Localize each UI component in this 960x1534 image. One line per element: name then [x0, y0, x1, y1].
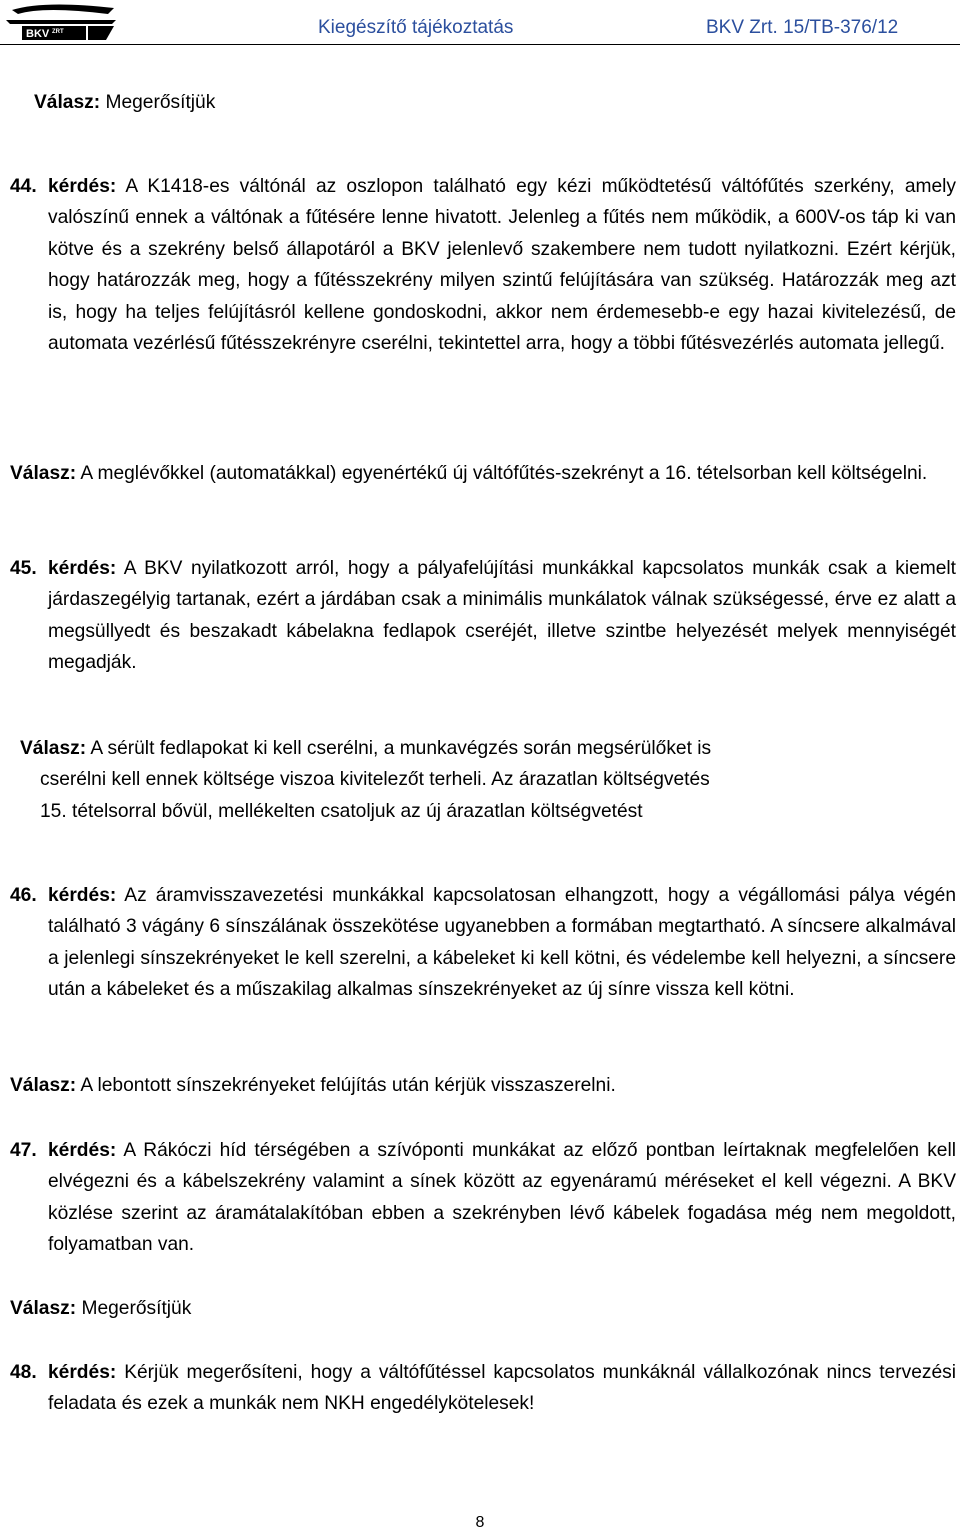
answer-45 — [20, 733, 940, 827]
question-number: 47. — [10, 1140, 37, 1161]
header-divider — [0, 44, 960, 45]
question-text: A K1418-es váltónál az oszlopon található egy kézi működtetésű váltófűtés szerkény, amely valószínű ennek a váltónak a fűtésére lenne hivatott. Jelenleg a fűtés nem működik, a 600V-os táp ki van kötve és a szekrény belső állapotáról a BKV jelenlevő szakembere nem tudott nyilatkozni. Ezért kérjük, hogy határozzák meg, hogy a fűtésszekrény milyen szintű felújítására van szükség. Határozzák meg azt is, hogy ha teljes felújításról kellene gondoskodni, akkor nem érdemesebb-e egy hazai kivitelezésű, de automata vezérlésű fűtésszekrényre cserélni, tekintettel arra, hogy a többi fűtésvezérlés automata jellegű. — [48, 176, 956, 355]
svg-text:ZRT: ZRT — [52, 29, 64, 35]
question-label: kérdés: — [48, 176, 117, 197]
question-number: 44. — [10, 176, 37, 197]
answer-44 — [10, 458, 956, 489]
question-44 — [10, 171, 956, 359]
answer-label: Válasz: — [10, 1075, 77, 1096]
answer-43 — [34, 87, 934, 118]
question-label: kérdés: — [48, 1140, 117, 1161]
answer-label: Válasz: — [20, 738, 87, 759]
question-45 — [10, 553, 956, 679]
page-number: 8 — [475, 1514, 485, 1531]
question-text: Kérjük megerősíteni, hogy a váltófűtéssel kapcsolatos munkáknál vállalkozónak nincs tervezési feladata és ezek a munkák nem NKH engedélykötelesek! — [48, 1362, 956, 1415]
question-number: 46. — [10, 885, 37, 906]
question-48 — [10, 1357, 956, 1420]
answer-text-line-1: A sérült fedlapokat ki kell cserélni, a munkavégzés során megsérülőket is — [86, 738, 712, 759]
answer-label: Válasz: — [34, 92, 101, 113]
answer-label: Válasz: — [10, 463, 77, 484]
question-text: Az áramvisszavezetési munkákkal kapcsolatosan elhangzott, hogy a végállomási pálya végén található 3 vágány 6 sínszálának összekötése ugyanebben a formában megtartható. A síncsere alkalmával a jelenlegi sínszekrényeket le kell szerelni, a kábeleket ki kell kötni, és védelembe kell helyezni, a síncsere után a kábeleket és a műszakilag alkalmas sínszekrényeket az új sínre vissza kell kötni. — [48, 885, 956, 1001]
bkv-logo — [4, 2, 122, 42]
question-text: A BKV nyilatkozott arról, hogy a pályafelújítási munkákkal kapcsolatos munkák csak a kiemelt járdaszegélyig tartanak, ezért a járdában csak a minimális munkálatok válnak szükségessé, érve ez alatt a megsüllyedt és beszakadt kábelakna fedlapok cseréjét, illetve szintbe helyezését melyek mennyiségét megadják. — [48, 558, 956, 674]
answer-text-line-2: cserélni kell ennek költsége viszoa kivitelezőt terheli. Az árazatlan költségvetés — [40, 769, 710, 791]
question-46 — [10, 880, 956, 1006]
question-number: 48. — [10, 1362, 37, 1383]
answer-47 — [10, 1293, 956, 1324]
answer-text: A lebontott sínszekrényeket felújítás után kérjük visszaszerelni. — [76, 1075, 616, 1096]
question-label: kérdés: — [48, 885, 117, 906]
question-number: 45. — [10, 558, 37, 579]
answer-label: Válasz: — [10, 1298, 77, 1319]
answer-46 — [10, 1070, 956, 1101]
question-47 — [10, 1135, 956, 1261]
svg-text:BKV: BKV — [26, 28, 50, 40]
answer-text-line-3: 15. tételsorral bővül, mellékelten csatoljuk az új árazatlan költségvetést — [40, 800, 643, 822]
answer-text: Megerősítjük — [100, 92, 216, 113]
answer-text: Megerősítjük — [76, 1298, 192, 1319]
question-label: kérdés: — [48, 558, 117, 579]
header-reference: BKV Zrt. 15/TB-376/12 — [706, 17, 899, 38]
question-label: kérdés: — [48, 1362, 117, 1383]
answer-text: A meglévőkkel (automatákkal) egyenértékű új váltófűtés-szekrényt a 16. tételsorban kell költségelni. — [76, 463, 928, 484]
header-title: Kiegészítő tájékoztatás — [318, 17, 514, 38]
page-header — [0, 0, 960, 46]
question-text: A Rákóczi híd térségében a szívóponti munkákat az előző pontban leírtaknak megfelelően kell elvégezni és a kábelszekrény valamint a sínek között az egyenáramú méréseket el kell végezni. A BKV közlése szerint az áramátalakítóban ebben a szekrényben lévő kábelek fogadása még nem megoldott, folyamatban van. — [48, 1140, 956, 1256]
